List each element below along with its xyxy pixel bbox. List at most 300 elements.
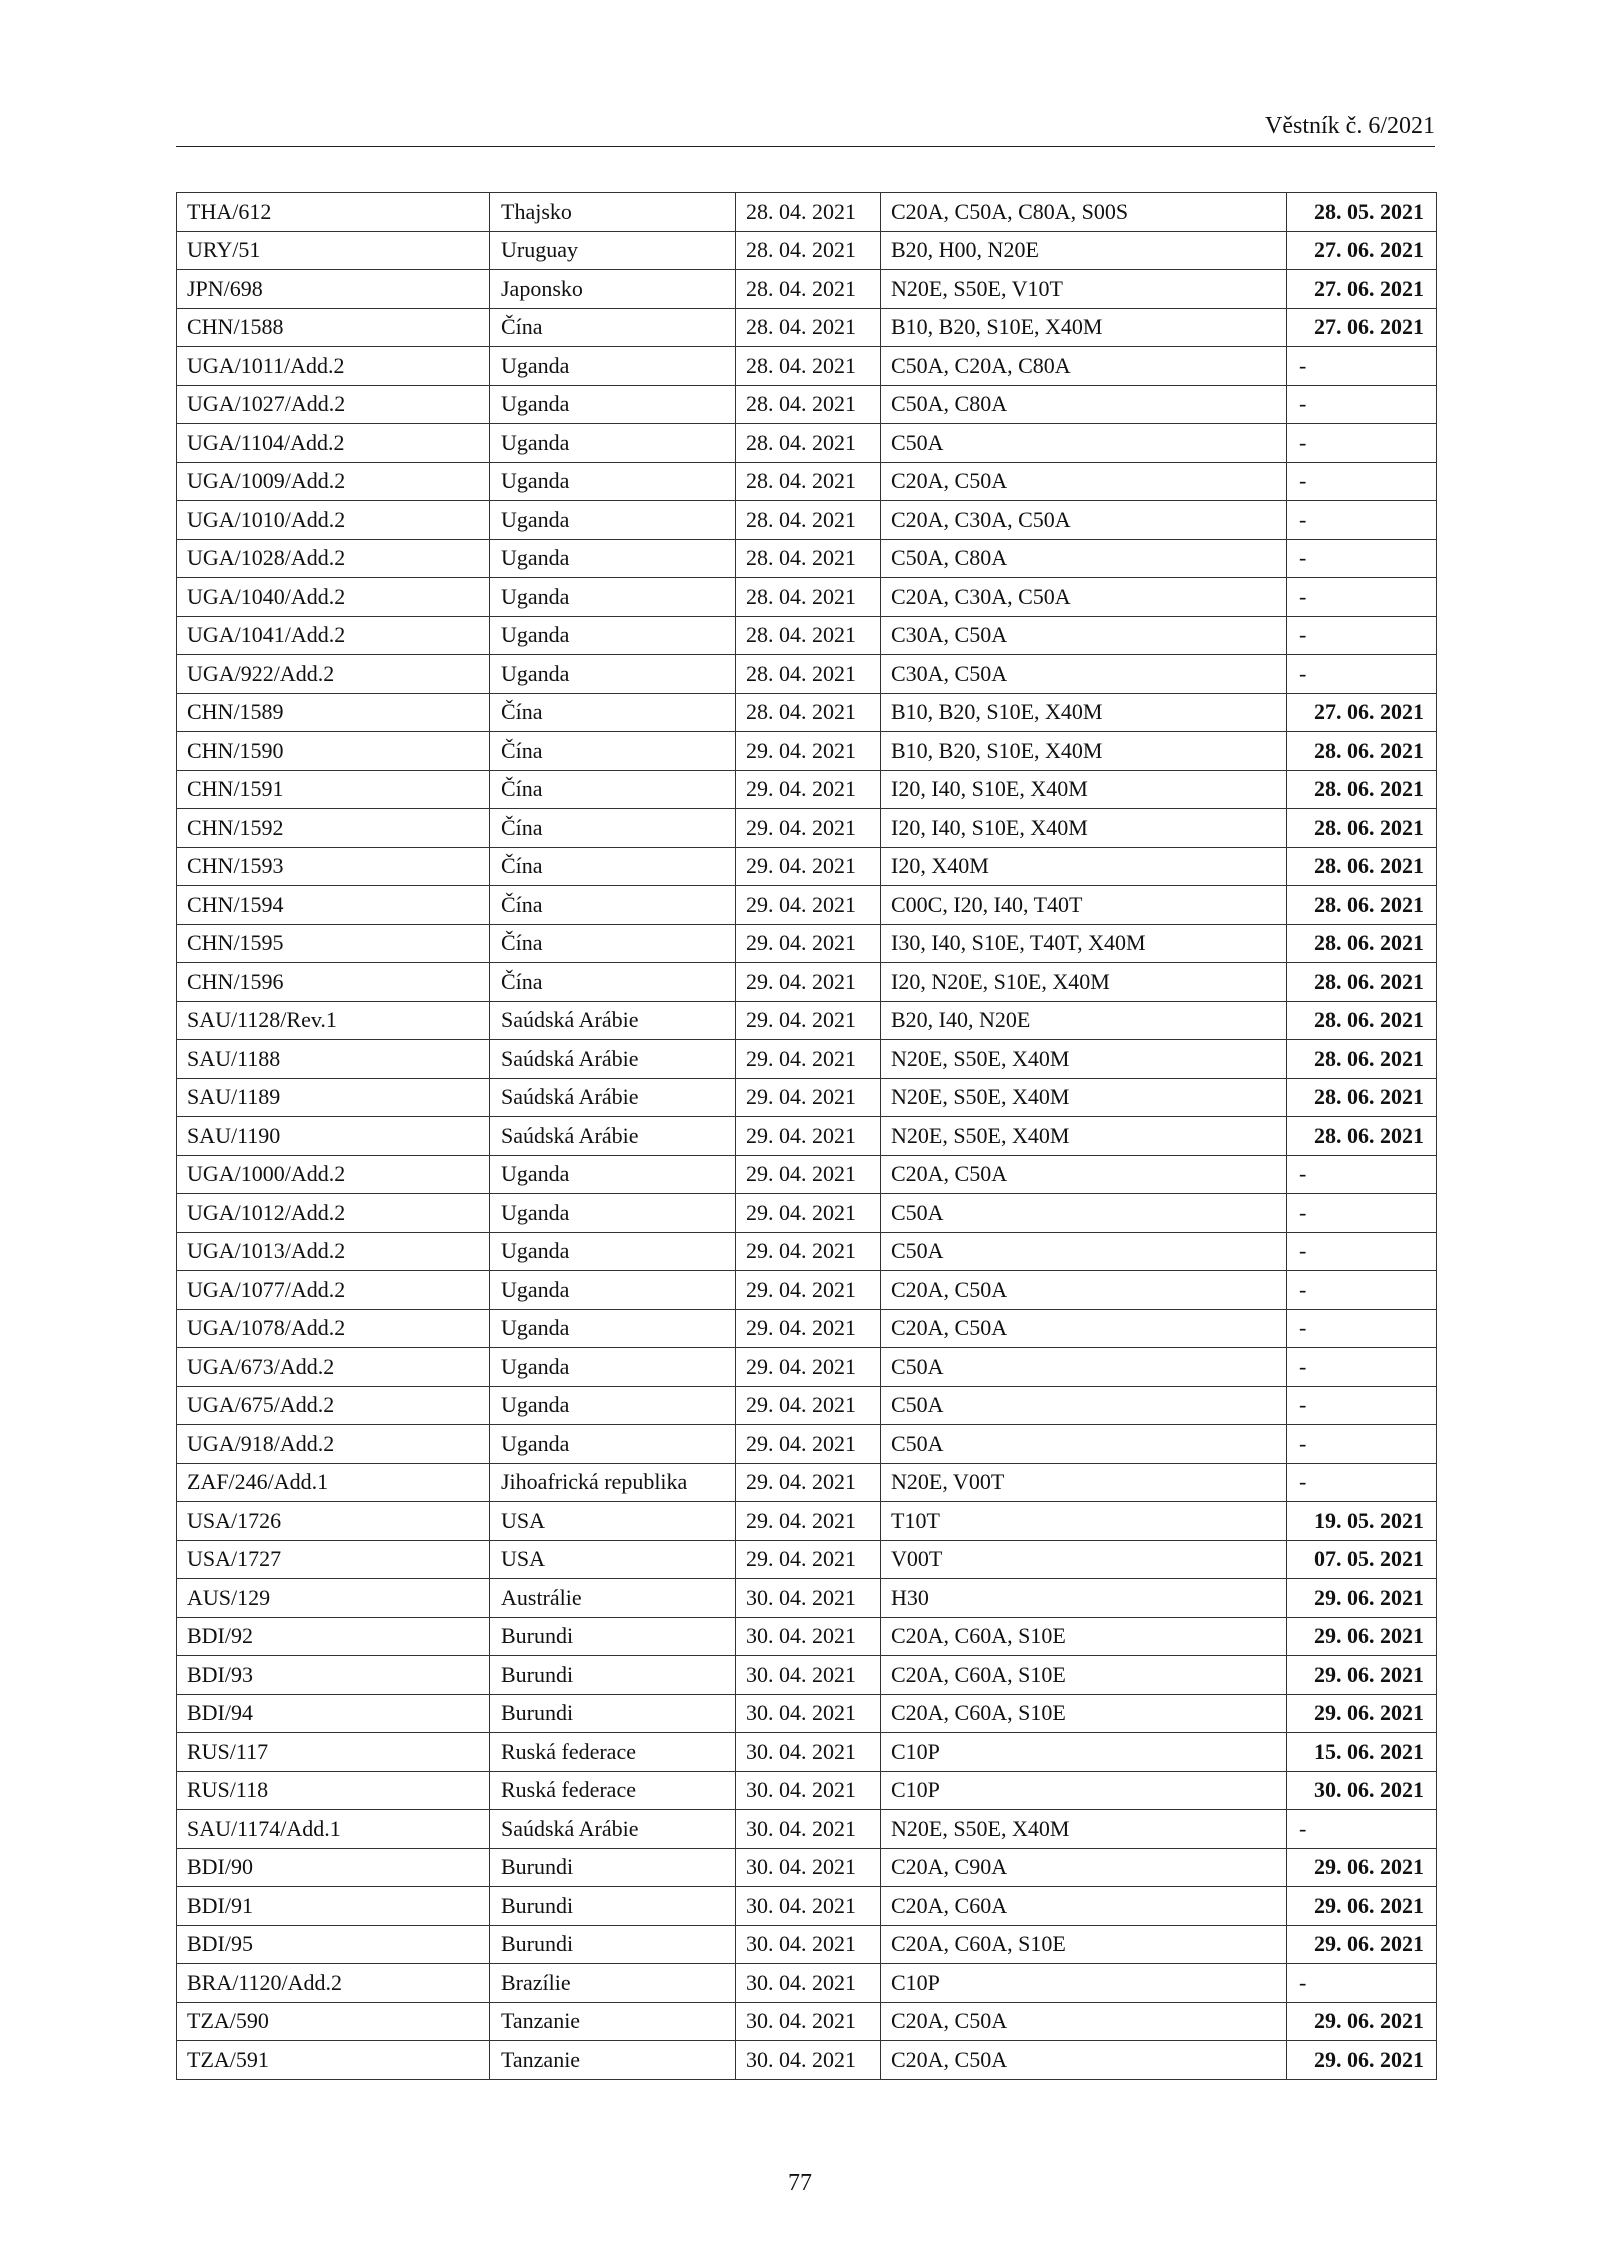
table-row xyxy=(177,1925,1437,1964)
table-row xyxy=(177,616,1437,655)
table-row xyxy=(177,1117,1437,1156)
cell-date: 30. 04. 2021 xyxy=(736,1579,881,1618)
cell-codes: B10, B20, S10E, X40M xyxy=(881,308,1287,347)
cell-codes: B20, H00, N20E xyxy=(881,231,1287,270)
cell-deadline: 28. 06. 2021 xyxy=(1287,1001,1437,1040)
cell-reference: UGA/1009/Add.2 xyxy=(177,462,490,501)
journal-issue-title: Věstník č. 6/2021 xyxy=(1265,113,1435,139)
cell-codes: C20A, C50A xyxy=(881,1155,1287,1194)
cell-country: Čína xyxy=(490,732,736,771)
table-row xyxy=(177,1887,1437,1926)
cell-reference: CHN/1589 xyxy=(177,693,490,732)
cell-country: Tanzanie xyxy=(490,2002,736,2041)
cell-codes: C50A xyxy=(881,1232,1287,1271)
cell-codes: V00T xyxy=(881,1540,1287,1579)
cell-deadline: - xyxy=(1287,1309,1437,1348)
cell-reference: CHN/1593 xyxy=(177,847,490,886)
cell-deadline: 28. 06. 2021 xyxy=(1287,1078,1437,1117)
cell-country: Čína xyxy=(490,693,736,732)
cell-country: Uganda xyxy=(490,616,736,655)
cell-date: 28. 04. 2021 xyxy=(736,385,881,424)
table-row xyxy=(177,1656,1437,1695)
table-row xyxy=(177,1001,1437,1040)
cell-codes: B20, I40, N20E xyxy=(881,1001,1287,1040)
cell-country: Burundi xyxy=(490,1694,736,1733)
cell-deadline: - xyxy=(1287,462,1437,501)
cell-deadline: 28. 06. 2021 xyxy=(1287,1117,1437,1156)
cell-date: 30. 04. 2021 xyxy=(736,1810,881,1849)
cell-deadline: - xyxy=(1287,616,1437,655)
table-row xyxy=(177,1232,1437,1271)
cell-deadline: - xyxy=(1287,1271,1437,1310)
cell-date: 30. 04. 2021 xyxy=(736,1694,881,1733)
cell-date: 29. 04. 2021 xyxy=(736,1117,881,1156)
cell-deadline: 29. 06. 2021 xyxy=(1287,2041,1437,2080)
table-row xyxy=(177,1271,1437,1310)
cell-reference: USA/1727 xyxy=(177,1540,490,1579)
cell-reference: UGA/922/Add.2 xyxy=(177,655,490,694)
cell-reference: UGA/1040/Add.2 xyxy=(177,578,490,617)
cell-deadline: 28. 06. 2021 xyxy=(1287,770,1437,809)
cell-deadline: 27. 06. 2021 xyxy=(1287,308,1437,347)
cell-country: USA xyxy=(490,1540,736,1579)
cell-reference: CHN/1595 xyxy=(177,924,490,963)
cell-country: Ruská federace xyxy=(490,1733,736,1772)
cell-country: Uganda xyxy=(490,462,736,501)
cell-reference: UGA/673/Add.2 xyxy=(177,1348,490,1387)
table-row xyxy=(177,501,1437,540)
cell-date: 29. 04. 2021 xyxy=(736,1078,881,1117)
cell-deadline: 29. 06. 2021 xyxy=(1287,1656,1437,1695)
cell-codes: C20A, C60A, S10E xyxy=(881,1656,1287,1695)
cell-deadline: - xyxy=(1287,578,1437,617)
cell-date: 28. 04. 2021 xyxy=(736,193,881,232)
cell-codes: C10P xyxy=(881,1771,1287,1810)
cell-country: Saúdská Arábie xyxy=(490,1810,736,1849)
cell-deadline: 28. 06. 2021 xyxy=(1287,847,1437,886)
table-row xyxy=(177,462,1437,501)
cell-reference: THA/612 xyxy=(177,193,490,232)
table-row xyxy=(177,847,1437,886)
cell-country: Burundi xyxy=(490,1617,736,1656)
cell-reference: CHN/1592 xyxy=(177,809,490,848)
cell-country: Saúdská Arábie xyxy=(490,1117,736,1156)
cell-codes: C50A xyxy=(881,1348,1287,1387)
cell-deadline: 28. 06. 2021 xyxy=(1287,809,1437,848)
cell-codes: I30, I40, S10E, T40T, X40M xyxy=(881,924,1287,963)
cell-deadline: - xyxy=(1287,1194,1437,1233)
cell-codes: C20A, C50A xyxy=(881,2041,1287,2080)
cell-country: Čína xyxy=(490,809,736,848)
cell-deadline: 29. 06. 2021 xyxy=(1287,2002,1437,2041)
cell-codes: N20E, S50E, X40M xyxy=(881,1078,1287,1117)
cell-reference: CHN/1596 xyxy=(177,963,490,1002)
table-row xyxy=(177,809,1437,848)
cell-codes: C20A, C30A, C50A xyxy=(881,578,1287,617)
table-row xyxy=(177,886,1437,925)
cell-date: 30. 04. 2021 xyxy=(736,1925,881,1964)
cell-reference: SAU/1189 xyxy=(177,1078,490,1117)
cell-deadline: - xyxy=(1287,1348,1437,1387)
cell-codes: C50A xyxy=(881,1425,1287,1464)
table-row xyxy=(177,1810,1437,1849)
table-row xyxy=(177,1040,1437,1079)
cell-date: 29. 04. 2021 xyxy=(736,1386,881,1425)
cell-country: Uganda xyxy=(490,501,736,540)
cell-reference: URY/51 xyxy=(177,231,490,270)
cell-codes: I20, N20E, S10E, X40M xyxy=(881,963,1287,1002)
cell-country: Uganda xyxy=(490,1348,736,1387)
cell-codes: C50A xyxy=(881,1194,1287,1233)
table-row xyxy=(177,1733,1437,1772)
cell-country: Čína xyxy=(490,924,736,963)
cell-reference: CHN/1591 xyxy=(177,770,490,809)
cell-date: 29. 04. 2021 xyxy=(736,1040,881,1079)
cell-reference: BDI/90 xyxy=(177,1848,490,1887)
cell-reference: SAU/1190 xyxy=(177,1117,490,1156)
cell-reference: ZAF/246/Add.1 xyxy=(177,1463,490,1502)
cell-deadline: - xyxy=(1287,1155,1437,1194)
cell-deadline: 28. 06. 2021 xyxy=(1287,963,1437,1002)
cell-reference: UGA/1000/Add.2 xyxy=(177,1155,490,1194)
cell-date: 30. 04. 2021 xyxy=(736,1887,881,1926)
cell-reference: BDI/93 xyxy=(177,1656,490,1695)
cell-country: Uganda xyxy=(490,539,736,578)
cell-date: 28. 04. 2021 xyxy=(736,539,881,578)
cell-date: 29. 04. 2021 xyxy=(736,847,881,886)
cell-deadline: - xyxy=(1287,1386,1437,1425)
cell-deadline: 29. 06. 2021 xyxy=(1287,1848,1437,1887)
table-row xyxy=(177,1386,1437,1425)
cell-country: Brazílie xyxy=(490,1964,736,2003)
cell-reference: UGA/675/Add.2 xyxy=(177,1386,490,1425)
cell-codes: C10P xyxy=(881,1733,1287,1772)
cell-date: 30. 04. 2021 xyxy=(736,1617,881,1656)
cell-reference: JPN/698 xyxy=(177,270,490,309)
cell-date: 28. 04. 2021 xyxy=(736,231,881,270)
cell-reference: UGA/1012/Add.2 xyxy=(177,1194,490,1233)
table-row xyxy=(177,1155,1437,1194)
cell-date: 29. 04. 2021 xyxy=(736,1194,881,1233)
cell-deadline: 15. 06. 2021 xyxy=(1287,1733,1437,1772)
cell-codes: C20A, C60A xyxy=(881,1887,1287,1926)
cell-deadline: 29. 06. 2021 xyxy=(1287,1579,1437,1618)
cell-date: 29. 04. 2021 xyxy=(736,924,881,963)
cell-country: Burundi xyxy=(490,1656,736,1695)
cell-country: Čína xyxy=(490,847,736,886)
cell-codes: N20E, S50E, X40M xyxy=(881,1810,1287,1849)
cell-codes: I20, X40M xyxy=(881,847,1287,886)
cell-deadline: - xyxy=(1287,1425,1437,1464)
cell-reference: UGA/1104/Add.2 xyxy=(177,424,490,463)
cell-reference: UGA/1010/Add.2 xyxy=(177,501,490,540)
cell-country: USA xyxy=(490,1502,736,1541)
cell-codes: C20A, C50A xyxy=(881,2002,1287,2041)
cell-deadline: - xyxy=(1287,539,1437,578)
cell-date: 30. 04. 2021 xyxy=(736,1733,881,1772)
cell-country: Uganda xyxy=(490,1425,736,1464)
cell-country: Saúdská Arábie xyxy=(490,1078,736,1117)
table-row xyxy=(177,1848,1437,1887)
table-row xyxy=(177,655,1437,694)
cell-date: 29. 04. 2021 xyxy=(736,809,881,848)
cell-date: 30. 04. 2021 xyxy=(736,1848,881,1887)
cell-country: Čína xyxy=(490,963,736,1002)
table-row xyxy=(177,1463,1437,1502)
cell-codes: C20A, C50A, C80A, S00S xyxy=(881,193,1287,232)
cell-reference: UGA/1077/Add.2 xyxy=(177,1271,490,1310)
cell-reference: UGA/918/Add.2 xyxy=(177,1425,490,1464)
cell-country: Uruguay xyxy=(490,231,736,270)
cell-date: 29. 04. 2021 xyxy=(736,732,881,771)
table-row xyxy=(177,539,1437,578)
cell-country: Čína xyxy=(490,770,736,809)
cell-deadline: - xyxy=(1287,501,1437,540)
cell-date: 29. 04. 2021 xyxy=(736,1540,881,1579)
cell-codes: C20A, C50A xyxy=(881,1309,1287,1348)
cell-codes: C50A xyxy=(881,424,1287,463)
cell-date: 29. 04. 2021 xyxy=(736,1271,881,1310)
table-row xyxy=(177,231,1437,270)
cell-country: Uganda xyxy=(490,347,736,386)
table-row xyxy=(177,1078,1437,1117)
cell-deadline: - xyxy=(1287,655,1437,694)
cell-date: 29. 04. 2021 xyxy=(736,1425,881,1464)
cell-date: 28. 04. 2021 xyxy=(736,693,881,732)
cell-reference: CHN/1588 xyxy=(177,308,490,347)
table-row xyxy=(177,1694,1437,1733)
cell-country: Čína xyxy=(490,308,736,347)
cell-codes: C20A, C90A xyxy=(881,1848,1287,1887)
table-row xyxy=(177,1771,1437,1810)
cell-deadline: 27. 06. 2021 xyxy=(1287,231,1437,270)
cell-reference: BDI/94 xyxy=(177,1694,490,1733)
cell-deadline: - xyxy=(1287,347,1437,386)
cell-country: Uganda xyxy=(490,385,736,424)
table-row xyxy=(177,770,1437,809)
cell-country: Uganda xyxy=(490,1271,736,1310)
table-row xyxy=(177,2002,1437,2041)
cell-deadline: 29. 06. 2021 xyxy=(1287,1617,1437,1656)
table-row xyxy=(177,308,1437,347)
cell-deadline: 27. 06. 2021 xyxy=(1287,693,1437,732)
table-row xyxy=(177,693,1437,732)
cell-country: Uganda xyxy=(490,578,736,617)
cell-reference: BDI/95 xyxy=(177,1925,490,1964)
cell-date: 30. 04. 2021 xyxy=(736,1964,881,2003)
cell-reference: UGA/1078/Add.2 xyxy=(177,1309,490,1348)
cell-date: 28. 04. 2021 xyxy=(736,655,881,694)
cell-codes: C20A, C60A, S10E xyxy=(881,1617,1287,1656)
notification-table-body xyxy=(177,193,1437,2080)
cell-country: Čína xyxy=(490,886,736,925)
cell-date: 28. 04. 2021 xyxy=(736,616,881,655)
cell-codes: C50A, C20A, C80A xyxy=(881,347,1287,386)
cell-reference: UGA/1041/Add.2 xyxy=(177,616,490,655)
cell-deadline: 29. 06. 2021 xyxy=(1287,1887,1437,1926)
cell-deadline: 28. 06. 2021 xyxy=(1287,924,1437,963)
table-row xyxy=(177,193,1437,232)
cell-reference: SAU/1128/Rev.1 xyxy=(177,1001,490,1040)
cell-country: Burundi xyxy=(490,1925,736,1964)
cell-reference: UGA/1027/Add.2 xyxy=(177,385,490,424)
cell-reference: UGA/1013/Add.2 xyxy=(177,1232,490,1271)
table-row xyxy=(177,924,1437,963)
cell-date: 29. 04. 2021 xyxy=(736,770,881,809)
table-row xyxy=(177,347,1437,386)
cell-codes: N20E, S50E, X40M xyxy=(881,1040,1287,1079)
cell-deadline: 27. 06. 2021 xyxy=(1287,270,1437,309)
table-row xyxy=(177,1425,1437,1464)
cell-deadline: - xyxy=(1287,1810,1437,1849)
cell-country: Saúdská Arábie xyxy=(490,1040,736,1079)
cell-deadline: 28. 06. 2021 xyxy=(1287,1040,1437,1079)
cell-reference: TZA/590 xyxy=(177,2002,490,2041)
cell-reference: UGA/1011/Add.2 xyxy=(177,347,490,386)
notification-table xyxy=(176,192,1437,2080)
cell-codes: C50A, C80A xyxy=(881,539,1287,578)
cell-date: 28. 04. 2021 xyxy=(736,578,881,617)
table-row xyxy=(177,1502,1437,1541)
cell-deadline: - xyxy=(1287,385,1437,424)
cell-date: 30. 04. 2021 xyxy=(736,2041,881,2080)
cell-deadline: 29. 06. 2021 xyxy=(1287,1925,1437,1964)
cell-country: Jihoafrická republika xyxy=(490,1463,736,1502)
cell-codes: N20E, S50E, X40M xyxy=(881,1117,1287,1156)
cell-date: 28. 04. 2021 xyxy=(736,424,881,463)
cell-reference: CHN/1590 xyxy=(177,732,490,771)
cell-reference: BDI/92 xyxy=(177,1617,490,1656)
cell-codes: I20, I40, S10E, X40M xyxy=(881,770,1287,809)
cell-codes: N20E, V00T xyxy=(881,1463,1287,1502)
cell-country: Burundi xyxy=(490,1848,736,1887)
cell-deadline: 28. 06. 2021 xyxy=(1287,886,1437,925)
cell-reference: BRA/1120/Add.2 xyxy=(177,1964,490,2003)
cell-deadline: - xyxy=(1287,1232,1437,1271)
cell-codes: C20A, C60A, S10E xyxy=(881,1925,1287,1964)
cell-date: 28. 04. 2021 xyxy=(736,501,881,540)
table-row xyxy=(177,385,1437,424)
cell-deadline: 29. 06. 2021 xyxy=(1287,1694,1437,1733)
cell-reference: BDI/91 xyxy=(177,1887,490,1926)
cell-date: 30. 04. 2021 xyxy=(736,1656,881,1695)
cell-deadline: 28. 05. 2021 xyxy=(1287,193,1437,232)
table-row xyxy=(177,1617,1437,1656)
table-row xyxy=(177,732,1437,771)
cell-date: 29. 04. 2021 xyxy=(736,963,881,1002)
cell-country: Japonsko xyxy=(490,270,736,309)
cell-codes: C50A, C80A xyxy=(881,385,1287,424)
cell-country: Uganda xyxy=(490,424,736,463)
table-row xyxy=(177,1309,1437,1348)
cell-codes: C50A xyxy=(881,1386,1287,1425)
cell-country: Uganda xyxy=(490,1386,736,1425)
table-row xyxy=(177,424,1437,463)
cell-deadline: 07. 05. 2021 xyxy=(1287,1540,1437,1579)
table-row xyxy=(177,1348,1437,1387)
cell-reference: USA/1726 xyxy=(177,1502,490,1541)
cell-deadline: 19. 05. 2021 xyxy=(1287,1502,1437,1541)
cell-country: Uganda xyxy=(490,1309,736,1348)
cell-codes: C20A, C50A xyxy=(881,462,1287,501)
cell-codes: C30A, C50A xyxy=(881,616,1287,655)
table-row xyxy=(177,1579,1437,1618)
cell-codes: C30A, C50A xyxy=(881,655,1287,694)
cell-reference: RUS/118 xyxy=(177,1771,490,1810)
table-row xyxy=(177,2041,1437,2080)
table-row xyxy=(177,1194,1437,1233)
cell-date: 28. 04. 2021 xyxy=(736,462,881,501)
cell-deadline: 28. 06. 2021 xyxy=(1287,732,1437,771)
page-number: 77 xyxy=(788,2170,812,2196)
page-header xyxy=(176,112,1435,147)
cell-reference: CHN/1594 xyxy=(177,886,490,925)
cell-country: Ruská federace xyxy=(490,1771,736,1810)
cell-codes: T10T xyxy=(881,1502,1287,1541)
cell-codes: C10P xyxy=(881,1964,1287,2003)
table-row xyxy=(177,1540,1437,1579)
cell-date: 29. 04. 2021 xyxy=(736,1463,881,1502)
cell-country: Burundi xyxy=(490,1887,736,1926)
cell-codes: B10, B20, S10E, X40M xyxy=(881,693,1287,732)
cell-date: 29. 04. 2021 xyxy=(736,1309,881,1348)
cell-reference: RUS/117 xyxy=(177,1733,490,1772)
cell-reference: UGA/1028/Add.2 xyxy=(177,539,490,578)
cell-deadline: 30. 06. 2021 xyxy=(1287,1771,1437,1810)
table-row xyxy=(177,1964,1437,2003)
cell-reference: AUS/129 xyxy=(177,1579,490,1618)
cell-date: 29. 04. 2021 xyxy=(736,1155,881,1194)
cell-codes: C20A, C30A, C50A xyxy=(881,501,1287,540)
cell-date: 29. 04. 2021 xyxy=(736,1001,881,1040)
cell-date: 29. 04. 2021 xyxy=(736,886,881,925)
cell-date: 30. 04. 2021 xyxy=(736,1771,881,1810)
cell-codes: N20E, S50E, V10T xyxy=(881,270,1287,309)
cell-codes: H30 xyxy=(881,1579,1287,1618)
table-row xyxy=(177,963,1437,1002)
table-row xyxy=(177,270,1437,309)
cell-date: 29. 04. 2021 xyxy=(736,1348,881,1387)
cell-reference: TZA/591 xyxy=(177,2041,490,2080)
cell-date: 28. 04. 2021 xyxy=(736,347,881,386)
cell-country: Saúdská Arábie xyxy=(490,1001,736,1040)
cell-date: 29. 04. 2021 xyxy=(736,1232,881,1271)
cell-country: Austrálie xyxy=(490,1579,736,1618)
cell-deadline: - xyxy=(1287,1463,1437,1502)
cell-country: Uganda xyxy=(490,1155,736,1194)
cell-deadline: - xyxy=(1287,424,1437,463)
cell-date: 28. 04. 2021 xyxy=(736,270,881,309)
cell-reference: SAU/1188 xyxy=(177,1040,490,1079)
cell-codes: C00C, I20, I40, T40T xyxy=(881,886,1287,925)
cell-codes: B10, B20, S10E, X40M xyxy=(881,732,1287,771)
cell-date: 28. 04. 2021 xyxy=(736,308,881,347)
cell-country: Thajsko xyxy=(490,193,736,232)
cell-country: Uganda xyxy=(490,1194,736,1233)
cell-reference: SAU/1174/Add.1 xyxy=(177,1810,490,1849)
cell-country: Uganda xyxy=(490,1232,736,1271)
cell-country: Uganda xyxy=(490,655,736,694)
notification-table-wrapper xyxy=(176,192,1436,2080)
cell-codes: I20, I40, S10E, X40M xyxy=(881,809,1287,848)
cell-country: Tanzanie xyxy=(490,2041,736,2080)
table-row xyxy=(177,578,1437,617)
cell-codes: C20A, C60A, S10E xyxy=(881,1694,1287,1733)
cell-date: 29. 04. 2021 xyxy=(736,1502,881,1541)
cell-codes: C20A, C50A xyxy=(881,1271,1287,1310)
cell-date: 30. 04. 2021 xyxy=(736,2002,881,2041)
cell-deadline: - xyxy=(1287,1964,1437,2003)
